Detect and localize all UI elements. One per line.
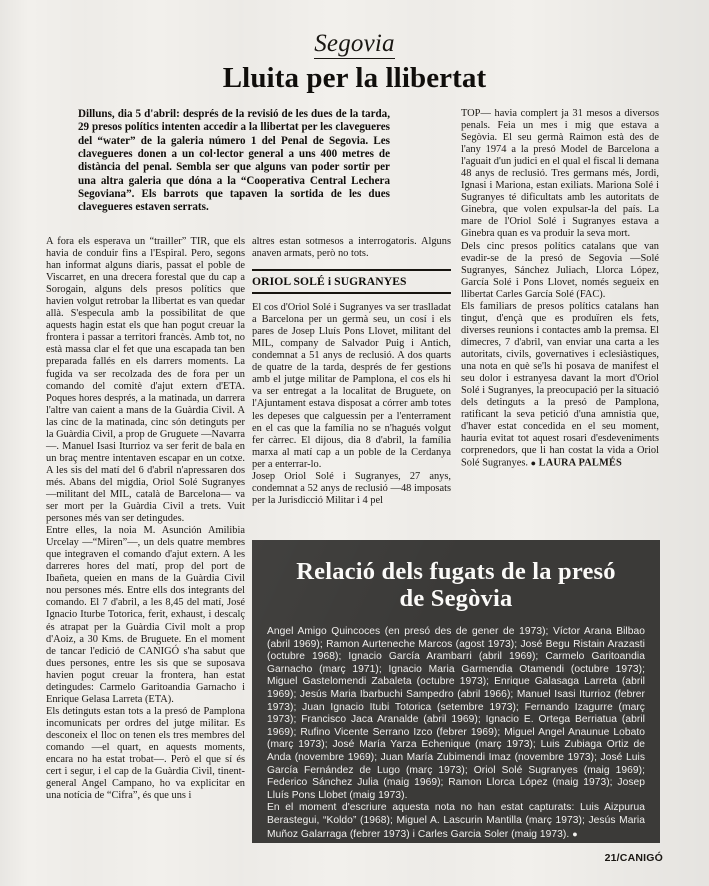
paragraph-with-byline — [461, 301, 659, 470]
end-mark-icon: ● — [572, 828, 578, 839]
escapees-box — [252, 540, 660, 843]
lead-paragraph: Dilluns, dia 5 d'abril: després de la revisió de les dues de la tarda, 29 presos polítics intenten accedir a la llibertat per les clavegueres del “water” de la galeria número 1 del Penal de Segovia. Les clavegueres donen a un col·lector general a uns 400 metres de distància del penal. Sembla ser que alguns van poder sortir per una altra galeria que dóna a la “Cooperativa Central Lechera Segoviana”. Els barrots que tapaven la sortida de les dues clavegueres estaven serrats. — [78, 108, 390, 214]
paragraph: Josep Oriol Solé i Sugranyes, 27 anys, condemnat a 52 anys de reclusió —48 imposats per la Jurisdicció Militar i 4 pel — [252, 470, 451, 506]
escapees-box-body — [267, 626, 645, 841]
paragraph: TOP— havia complert ja 31 mesos a diversos penals. Feia un mes i mig que estava a Segòvia. El seu germà Raimon està des de l'any 1974 a la presó Model de Barcelona a l'aguait d'un judici en el qual el fiscal li demana 48 anys de reclusió. Tres germans més, Jordi, Ignasi i Mariona, estan exiliats. Mariona Solé i Sugranyes té dificultats amb les autoritats de Ginebra, que volen expulsar-la del país. La mare de l'Oriol Solé i Sugranyes estava a Ginebra quan es va produir la seva mort. — [461, 108, 659, 240]
escapees-list: Angel Amigo Quincoces (en presó des de gener de 1973); Víctor Arana Bilbao (abril 1969); Ramon Aurteneche Marcos (agost 1973); José Begu Ristain Arazasti (octubre 1968); Ignacio García Arambarri (abril 1969); Carmelo Garitoandia Garnacho (març 1971); Ignacio Maria Garmendia Otamendi (octubre 1973); Miguel Gastelomendi Zabaleta (octubre 1973); Enrique Galasaga Larreta (abril 1969); Jesús Maria Ibarbuchi Sampedro (abril 1966); Manuel Isasi Iturrioz (febrer 1973); Juan Ignacio Itubi Totorica (setembre 1973); Fernando Izagurre (març 1973); Francisco Jaca Aranalde (abril 1969); Ignacio E. Ortega Berriatua (abril 1969); Rufino Vicente Serrano Izco (febrer 1969); Miguel Angel Anaunue Lobato (març 1973); José María Yarza Echenique (març 1973); Luis Zubiaga Ortiz de Anda (novembre 1969); Juan María Zubimendi Imaz (novembre 1973); José Luis García Fernández de Lugo (març 1973); Oriol Solé Sugranyes (maig 1969); Federico Sánchez Julia (maig 1969); Ramon Llorca López (maig 1973); Josep Lluís Pons Llobet (maig 1973). — [267, 626, 645, 801]
section-kicker — [0, 30, 709, 58]
paragraph: altres estan sotmesos a interrogatoris. Alguns anaven armats, però no tots. — [252, 236, 451, 260]
paragraph: Dels cinc presos polítics catalans que van evadir-se de la presó de Segovia —Solé Sugranyes, Sánchez Juliach, Llorca López, García Solé i Pons Llovet, només segueix en llibertat Carles García Solé (FAC). — [461, 240, 659, 300]
page-title: Lluita per la llibertat — [222, 62, 487, 94]
article-column-2 — [252, 236, 451, 507]
subhead-rule-bottom — [252, 292, 451, 294]
byline-bullet-icon: ● — [530, 458, 537, 469]
uncaptured-list — [267, 802, 645, 841]
paragraph: Entre elles, la noia M. Asunción Amilibia Urcelay —“Miren”—, un dels quatre membres que integraven el comando d'ajut extern. A les darreres hores del matí, prop del port de Ibañeta, queien en mans de la Guàrdia Civil nou persones més. Entre ells dos integrants del comando. El 7 d'abril, a les 8,45 del matí, José Ignacio Iturbe Totorica, ferit, exhaust, i descalç és atrapat per la Guàrdia Civil molt a prop d'Aoiz, a 30 Kms. de Bruguete. En el moment de tancar l'edició de CANIGÓ s'ha sabut que dues persones, entre les sis que se suposava havien pogut creuar la frontera, han estat detingudes: Carmelo Garitoandia Garnacho i Enrique Gelasa Larreta (ETA). — [46, 525, 245, 705]
escapees-box-title — [267, 558, 645, 612]
section-subhead: ORIOL SOLÉ i SUGRANYES — [252, 274, 407, 288]
escapees-box-title-line1: Relació dels fugats de la presó — [296, 558, 616, 585]
paragraph-text: Els familiars de presos polítics catalans han tingut, d'ençà que es produïren els fets, diverses reunions i contactes amb la premsa. El dimecres, 7 d'abril, van enviar una carta a les autoritats, civils, governatives i eclesiàstiques, una nota en què se'ls hi posava de manifest el seu dolor i estranyesa davant la mort d'Oriol Solé i Sugranyes, la preocupació per la situació dels detinguts a la presó de Pamplona, ratificant la seva petició d'una amnistia que, d'haver estat concedida en el seu moment, hauria evitat tot aquest rosari d'esdeveniments corprenedors, que li han costat la vida a Oriol Solé Sugranyes. — [461, 300, 659, 469]
paragraph: A fora els esperava un “trailler” TIR, que els havia de conduir fins a l'Espiral. Pero, segons han informat alguns diaris, passat el poble de Viscarret, en una drecera forestal que du cap a Sorogain, alguns dels presos polítics que havien volgut retrobar la llibertat es van quedar allà. S'especula amb la possibilitat de que aquests hagin estat els que han pogut creuar la frontera i passar a territori francès. Amb tot, no està massa clar el fet que una escapada tan ben preparada fallés en els darrers moments. La fugida va ser recolzada des de fora per un comando del comitè d'ajut extern d'ETA. Poques hores després, a la matinada, un darrera l'altre van caient a mans de la Guàrdia Civil. A las cinc de la matinada, cinc són detinguts per la Guàrdia Civil, a prop de Gruguete —Navarra—. Manuel Isasi Iturrioz va ser ferit de bala en un braç mentre intentaven escapar en un cotxe. A les sis del matí del 6 d'abril n'apressaren dos més. Abans del migdia, Oriol Solé Sugranyes —militant del MIL, català de Barcelona— va ser mort per la Guàrdia Civil a trets. Vuit persones més van ser detingudes. — [46, 236, 245, 525]
article-column-1 — [46, 236, 245, 802]
page-folio: 21/CANIGÓ — [604, 852, 663, 864]
paragraph: El cos d'Oriol Solé i Sugranyes va ser traslladat a Barcelona per un germà seu, un cosí i els pares de Josep Lluís Pons Llovet, militant del MIL, company de Salvador Puig i Antich, condemnat a 51 anys de reclusió. A dos quarts de quatre de la tarda, després de fer gestions amb el jutge militar de Pamplona, el cos els hi va ser entregat a la localitat de Bruguete, on l'Ajuntament estava disposat a córrer amb totes les depeses que calguessin per a l'enterrament en el cas que la família no se n'hagués volgut fer càrrec. El dijous, dia 8 d'abril, la família marxa al matí cap a un poble de la Cerdanya per a enterrar-lo. — [252, 302, 451, 470]
escapees-box-title-line2: de Segòvia — [399, 585, 513, 612]
uncaptured-text: En el moment d'escriure aquesta nota no han estat capturats: Luis Aizpurua Berastegui, “Koldo” (1968); Miguel A. Lascurin Mantilla (març 1973); Jesús Maria Muñoz Galarraga (febrer 1973) i Carles Garcia Soler (maig 1973). — [267, 802, 645, 840]
article-byline: LAURA PALMÉS — [538, 457, 622, 469]
section-kicker-label: Segovia — [314, 30, 395, 57]
paragraph: Els detinguts estan tots a la presó de Pamplona incomunicats per ordres del jutge militar. Es desconeix el lloc on tenen els tres membres del comando —el quart, en aquests moments, encara no ha estat trobat—. Però el que sí és cert i segur, i el cap de la Guàrdia Civil, tinent-general Angel Campano, ho va explicitar en una notícia de “Cifra”, és que uns i — [46, 705, 245, 802]
article-column-3 — [461, 108, 659, 470]
